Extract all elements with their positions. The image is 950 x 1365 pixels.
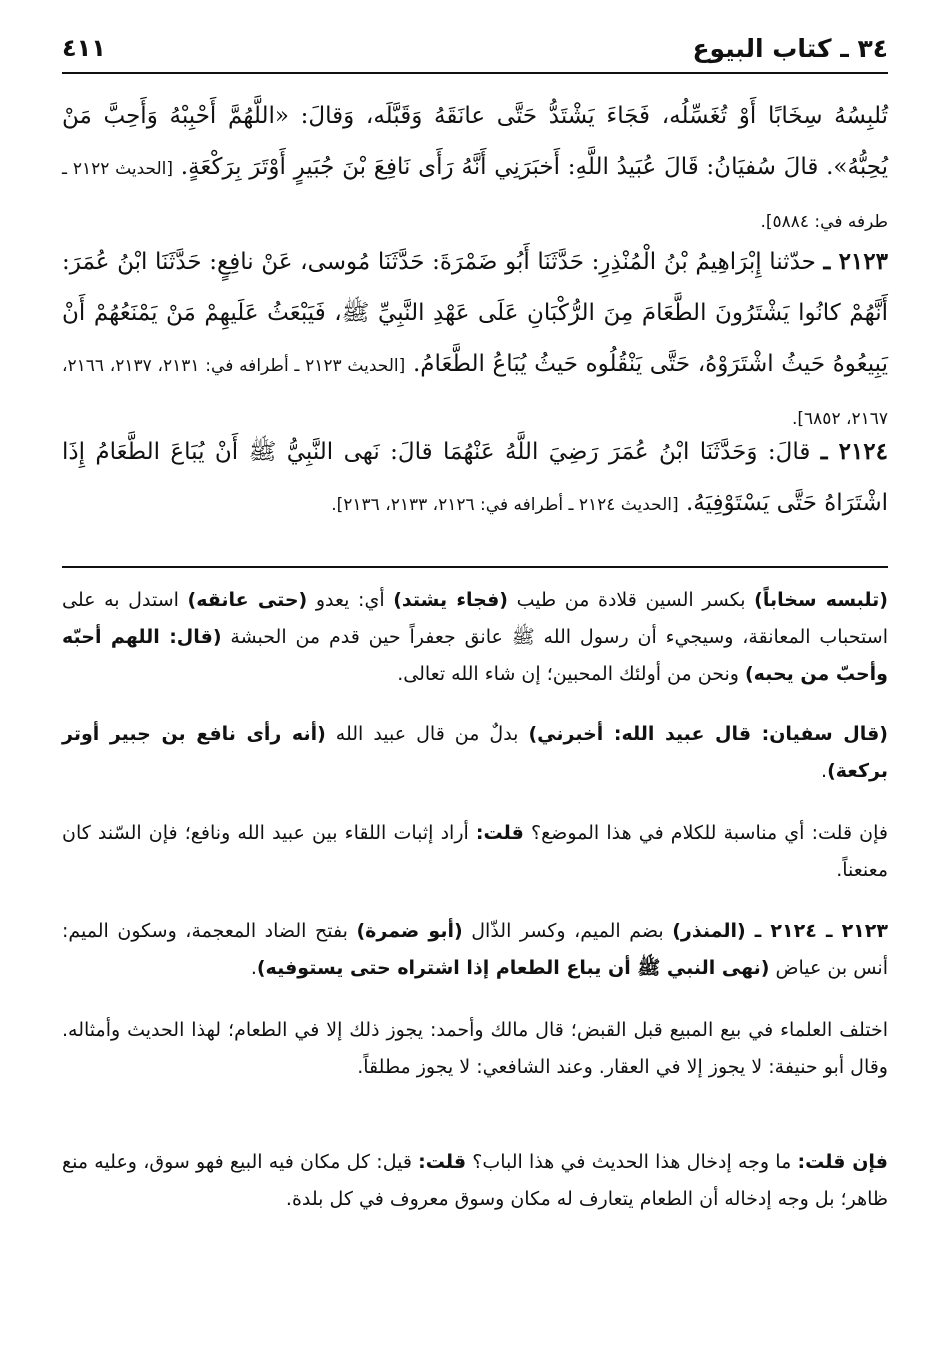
hadith-reference: [الحديث ٢١٢٤ ـ أطرافه في: ٢١٢٦، ٢١٣٣، ٢١٣٦]. (331, 495, 679, 515)
chapter-title: ٣٤ ـ كتاب البيوع (692, 34, 888, 63)
bold-quote: (تلبسه سخاباً) (754, 589, 888, 611)
bold-quote: (قال: اللهم أحبّه وأحبّ من يحبه) (62, 626, 888, 685)
bold-quote: (فجاء يشتد) (393, 589, 508, 611)
hadith-text: حدّثنا إِبْرَاهِيمُ بْنُ الْمُنْذِرِ: حَدَّثَنَا أَبُو ضَمْرَةَ: حَدَّثَنَا مُوسى، عَنْ نافِعٍ: حَدَّثَنَا ابْنُ عُمَرَ: أَنَّهُمْ كانُوا يَشْتَرُونَ الطَّعَامَ مِنَ الرُّكْبَانِ عَلَى عَهْدِ النَّبِيِّ ﷺ، فَيَبْعَثُ عَلَيهِمْ مَنْ يَمْنَعُهُمْ أَنْ يَبِيعُوهُ حَيثُ اشْتَرَوْهُ، حَتَّى يَنْقُلُوه حَيثُ يُبَاعُ الطَّعَامُ. (62, 249, 889, 377)
commentary-text: بكسر السين قلادة من طيب (507, 589, 755, 611)
commentary-text: ونحن من أولئك المحبين؛ إن شاء الله تعالى. (397, 663, 745, 685)
page-number: ٤١١ (62, 34, 106, 62)
bold-quote: (أنه رأى نافع بن جبير أوتر بركعة) (62, 723, 888, 782)
bold-quote: قلت: (418, 1151, 467, 1173)
hadith-number: ٢١٢٤ ـ (820, 438, 889, 465)
bold-quote: قلت: (475, 822, 524, 844)
hadith-2122 (62, 90, 888, 248)
commentary-text: اختلف العلماء في بيع المبيع قبل القبض؛ قال مالك وأحمد: يجوز ذلك إلا في الطعام؛ لهذا الحديث وأمثاله. وقال أبو حنيفة: لا يجوز إلا في العقار. وعند الشافعي: لا يجوز مطلقاً. (62, 1019, 888, 1078)
commentary-paragraph (62, 1012, 888, 1086)
bold-quote: (حتى عانقه) (187, 589, 308, 611)
commentary-text: فإن قلت: أي مناسبة للكلام في هذا الموضع؟ (523, 822, 888, 844)
hadith-text: تُلبِسُهُ سِخَابًا أَوْ تُغَسِّلُه، فَجَاءَ يَشْتَدُّ حَتَّى عانَقَهُ وَقَبَّلَه، وَقالَ: «اللَّهُمَّ أَحْبِبْهُ وَأَحِبَّ مَنْ يُحِبُّهُ». قالَ سُفيَانُ: قَالَ عُبَيدُ اللَّهِ: أَخبَرَنِي أَنَّهُ رَأَى نَافِعَ بْنَ جُبَيرٍ أَوْتَرَ بِرَكْعَةٍ. (62, 103, 889, 180)
commentary-paragraph (62, 716, 888, 790)
commentary-text: . (250, 957, 257, 979)
commentary-paragraph (62, 913, 888, 987)
commentary-text: بضم الميم، وكسر الذّال (462, 920, 673, 942)
page-header (62, 28, 888, 74)
commentary-text: ما وجه إدخال هذا الحديث في هذا الباب؟ (466, 1151, 798, 1173)
commentary-text: أراد إثبات اللقاء بين عبيد الله ونافع؛ فإن السّند كان معنعناً. (62, 822, 888, 881)
commentary-text: قيل: كل مكان فيه البيع فهو سوق، وعليه منع ظاهر؛ بل وجه إدخاله أن الطعام يتعارف له مكان وسوق معروف في كل بلدة. (62, 1151, 888, 1210)
commentary-text: بدلٌ من قال عبيد الله (325, 723, 529, 745)
bold-quote: (قال سفيان: قال عبيد الله: أخبرني) (528, 723, 888, 745)
commentary-paragraph (62, 1144, 888, 1218)
hadith-2124 (62, 426, 888, 531)
commentary-text: استدل به على استحباب المعانقة، وسيجيء أن رسول الله ﷺ عانق جعفراً حين قدم من الحبشة (62, 589, 888, 648)
hadith-2123 (62, 236, 888, 445)
bold-quote: (نهى النبي ﷺ أن يباع الطعام إذا اشتراه حتى يستوفيه) (256, 957, 770, 979)
hadith-number: ٢١٢٣ ـ (823, 248, 888, 275)
hadith-reference: [الحديث ٢١٢٣ ـ أطرافه في: ٢١٣١، ٢١٣٧، ٢١٦٦، ٢١٦٧، ٦٨٥٢]. (62, 356, 888, 429)
commentary-text: بفتح الضاد المعجمة، وسكون الميم: أنس بن عياض (62, 920, 888, 979)
commentary-text: أي: يعدو (307, 589, 394, 611)
commentary-text: . (821, 760, 828, 782)
footnote-divider (62, 566, 888, 568)
commentary-paragraph (62, 582, 888, 693)
bold-quote: (أبو ضمرة) (356, 920, 463, 942)
bold-quote: ٢١٢٣ ـ ٢١٢٤ ـ (المنذر) (672, 920, 888, 942)
hadith-reference: [الحديث ٢١٢٢ ـ طرفه في: ٥٨٨٤]. (62, 159, 888, 232)
hadith-text: قالَ: وَحَدَّثَنَا ابْنُ عُمَرَ رَضِيَ اللَّهُ عَنْهُمَا قالَ: نَهى النَّبِيُّ ﷺ أَنْ يُبَاعَ الطَّعَامُ إِذَا اشْتَرَاهُ حَتَّى يَسْتَوْفِيَهُ. (62, 439, 888, 516)
bold-quote: فإن قلت: (797, 1151, 888, 1173)
commentary-paragraph (62, 815, 888, 889)
